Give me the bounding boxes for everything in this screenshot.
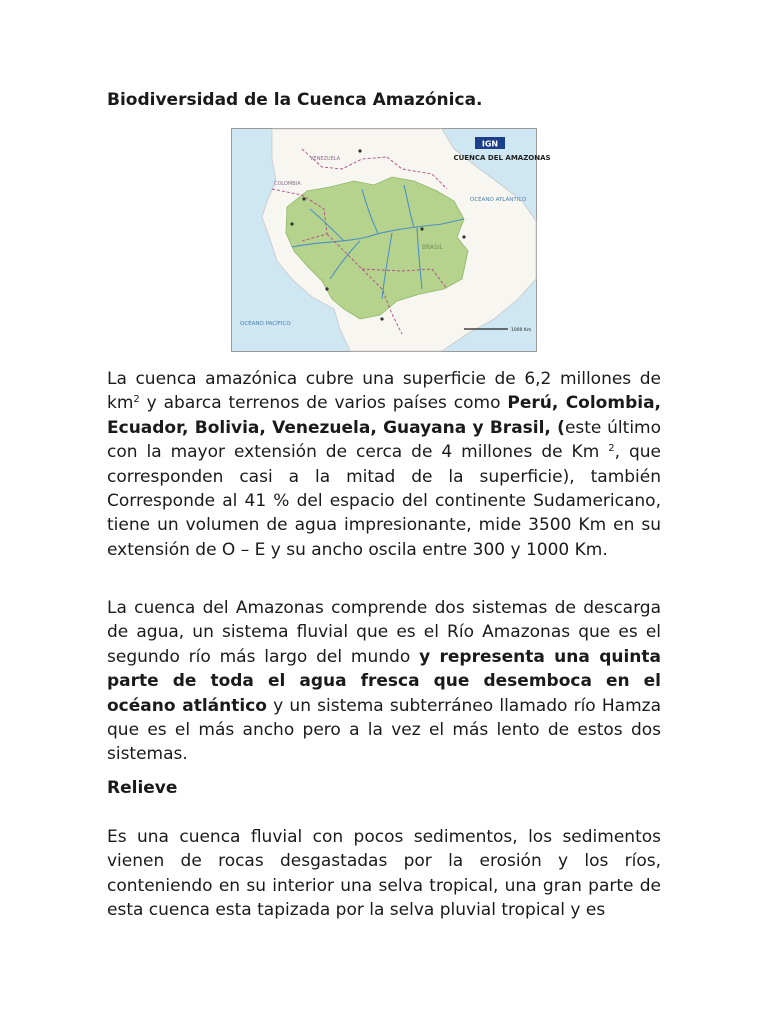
p1-text-2: y abarca terrenos de varios países como — [139, 393, 508, 414]
amazon-basin-map — [231, 128, 551, 352]
p1-superscript-2: 2 — [608, 443, 615, 455]
map-label-venezuela: VENEZUELA — [310, 156, 341, 162]
p1-superscript-1: 2 — [133, 394, 140, 406]
map-legend-title: CUENCA DEL AMAZONAS — [453, 154, 551, 162]
p1-text-1: La cuenca amazónica cubre una superficie de 6,2 millones de km — [107, 369, 661, 414]
map-illustration — [232, 129, 551, 351]
p2-text-1: La cuenca del Amazonas comprende dos sistemas de descarga de agua, un sistema fluvial que es el Río Amazonas que es el segundo río más largo del mundo — [107, 598, 661, 667]
paragraph-sistemas-descarga — [107, 596, 661, 767]
map-label-pacific: OCÉANO PACÍFICO — [240, 321, 291, 327]
p1-bold-countries: Perú, Colombia, Ecuador, Bolivia, Venezuela, Guayana y Brasil, ( — [107, 393, 661, 438]
map-label-brasil: BRASIL — [422, 244, 444, 251]
map-label-colombia: COLOMBIA — [274, 181, 301, 187]
map-label-atlantic: OCÉANO ATLÁNTICO — [470, 197, 527, 203]
paragraph-cuenca-superficie — [107, 367, 661, 562]
p2-bold-agua-fresca: y representa una quinta parte de toda el agua fresca que desemboca en el océano atlántico — [107, 646, 661, 716]
p1-text-3: este último con la mayor extensión de cerca de 4 millones de Km — [107, 417, 662, 463]
document-title: Biodiversidad de la Cuenca Amazónica. — [107, 90, 483, 110]
p2-text-2: y un sistema subterráneo llamado río Hamza que es el más ancho pero a la vez el más lento de estos dos sistemas. — [107, 695, 661, 765]
map-scale-label: 1000 Km — [511, 328, 532, 333]
section-heading-relieve: Relieve — [107, 778, 178, 798]
paragraph-relieve: Es una cuenca fluvial con pocos sedimentos, los sedimentos vienen de rocas desgastadas por la erosión y los ríos, conteniendo en su interior una selva tropical, una gran parte de esta cuenca esta tapizada por la selva pluvial tropical y es — [107, 827, 661, 921]
p1-text-4: , que corresponden casi a la mitad de la superficie), también Corresponde al 41 % del espacio del continente Sudamericano, tiene un volumen de agua impresionante, mide 3500 Km en su extensión de O – E y su ancho oscila entre 300 y 1000 Km. — [107, 442, 661, 560]
map-logo-text: IGN — [481, 139, 499, 149]
